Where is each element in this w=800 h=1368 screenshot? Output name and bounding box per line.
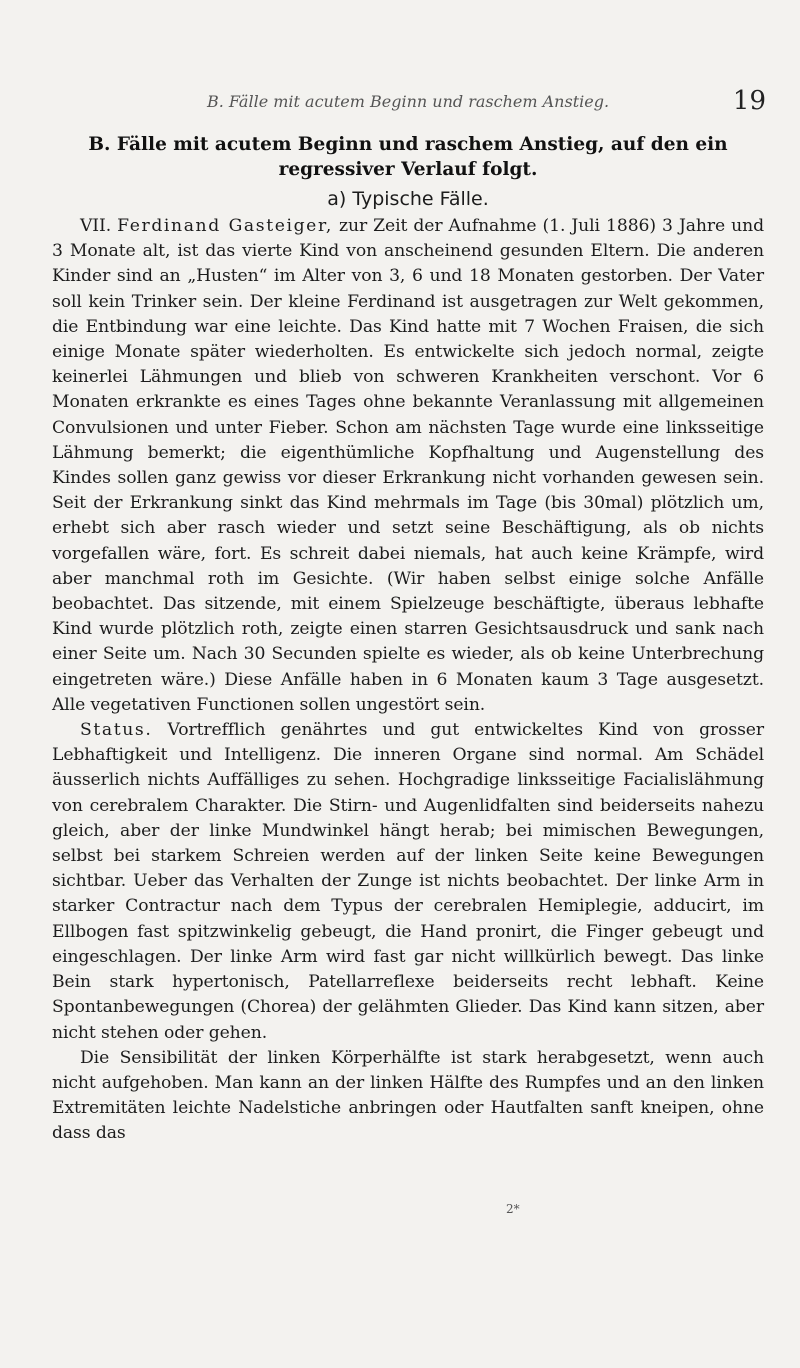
page-number: 19 bbox=[732, 86, 766, 116]
case-intro: zur Zeit der Aufnahme (1. Juli 1886) 3 Jahre und 3 Monate alt, ist das vierte Kind von anscheinend gesunden Eltern. Die anderen Kinder sind an „Husten“ im Alter von 3, 6 und 18 Monaten gestorben. Der Vater soll kein Trinker sein. Der kleine Ferdinand ist ausgetragen zur Welt gekommen, die Entbindung war eine leichte. Das Kind hatte mit 7 Wochen Fraisen, die sich einige Monate später wiederholten. Es entwickelte sich jedoch normal, zeigte keinerlei Lähmungen und blieb von schweren Krankheiten verschont. Vor 6 Monaten erkrankte es eines Tages ohne bekannte Veranlassung mit allgemeinen Convulsionen und unter Fieber. Schon am nächsten Tage wurde eine linksseitige Lähmung bemerkt; die eigenthümliche Kopfhaltung und Augenstellung des Kindes sollen ganz gewiss vor dieser Erkrankung nicht vorhanden gewesen sein. Seit der Erkrankung sinkt das Kind mehrmals im Tage (bis 30mal) plötzlich um, erhebt sich aber rasch wieder und setzt seine Beschäftigung, als ob nichts vorgefallen wäre, fort. Es schreit dabei niemals, hat auch keine Krämpfe, wird aber manchmal roth im Gesichte. (Wir haben selbst einige solche Anfälle beobachtet. Das sitzende, mit einem Spielzeuge beschäftigte, überaus lebhafte Kind wurde plötzlich roth, zeigte einen starren Gesichtsausdruck und sank nach einer Seite um. Nach 30 Secunden spielte es wieder, als ob keine Unterbrechung eingetreten wäre.) Diese Anfälle haben in 6 Monaten kaum 3 Tage ausgesetzt. Alle vegetativen Functionen sollen ungestört sein. bbox=[52, 216, 764, 715]
patient-name: Ferdinand Gasteiger, bbox=[117, 216, 333, 236]
status-paragraph bbox=[52, 718, 764, 1046]
status-text: Vortrefflich genährtes und gut entwickeltes Kind von grosser Lebhaftigkeit und Intelligenz. Die inneren Organe sind normal. Am Schädel äusserlich nichts Auffälliges zu sehen. Hochgradige linksseitige Facialislähmung von cerebralem Charakter. Die Stirn- und Augenlidfalten sind beiderseits nahezu gleich, aber der linke Mundwinkel hängt herab; bei mimischen Bewegungen, selbst bei starkem Schreien werden auf der linken Seite keine Bewegungen sichtbar. Ueber das Verhalten der Zunge ist nichts beobachtet. Der linke Arm in starker Contractur nach dem Typus der cerebralen Hemiplegie, adducirt, im Ellbogen fast spitzwinkelig gebeugt, die Hand pronirt, die Finger gebeugt und eingeschlagen. Der linke Arm wird fast gar nicht willkürlich bewegt. Das linke Bein stark hypertonisch, Patellarreflexe beiderseits recht lebhaft. Keine Spontanbewegungen (Chorea) der gelähmten Glieder. Das Kind kann sitzen, aber nicht stehen oder gehen. bbox=[52, 720, 764, 1043]
running-title: B. Fälle mit acutem Beginn und raschem Anstieg. bbox=[206, 92, 610, 111]
printer-signature: 2* bbox=[506, 1202, 520, 1216]
book-page bbox=[52, 86, 764, 1147]
case-paragraph bbox=[52, 214, 764, 718]
subsection-heading: a) Typische Fälle. bbox=[327, 188, 489, 210]
case-number: VII. bbox=[80, 216, 112, 236]
sensibility-paragraph: Die Sensibilität der linken Körperhälfte ist stark herabgesetzt, wenn auch nicht aufgehoben. Man kann an der linken Hälfte des Rumpfes und an den linken Extremitäten leichte Nadelstiche anbringen oder Hautfalten sanft kneipen, ohne dass das bbox=[52, 1047, 764, 1144]
section-heading: B. Fälle mit acutem Beginn und raschem Anstieg, auf den ein regressiver Verlauf folgt. bbox=[88, 134, 728, 180]
status-label: Status. bbox=[80, 720, 153, 741]
running-head bbox=[52, 86, 764, 120]
